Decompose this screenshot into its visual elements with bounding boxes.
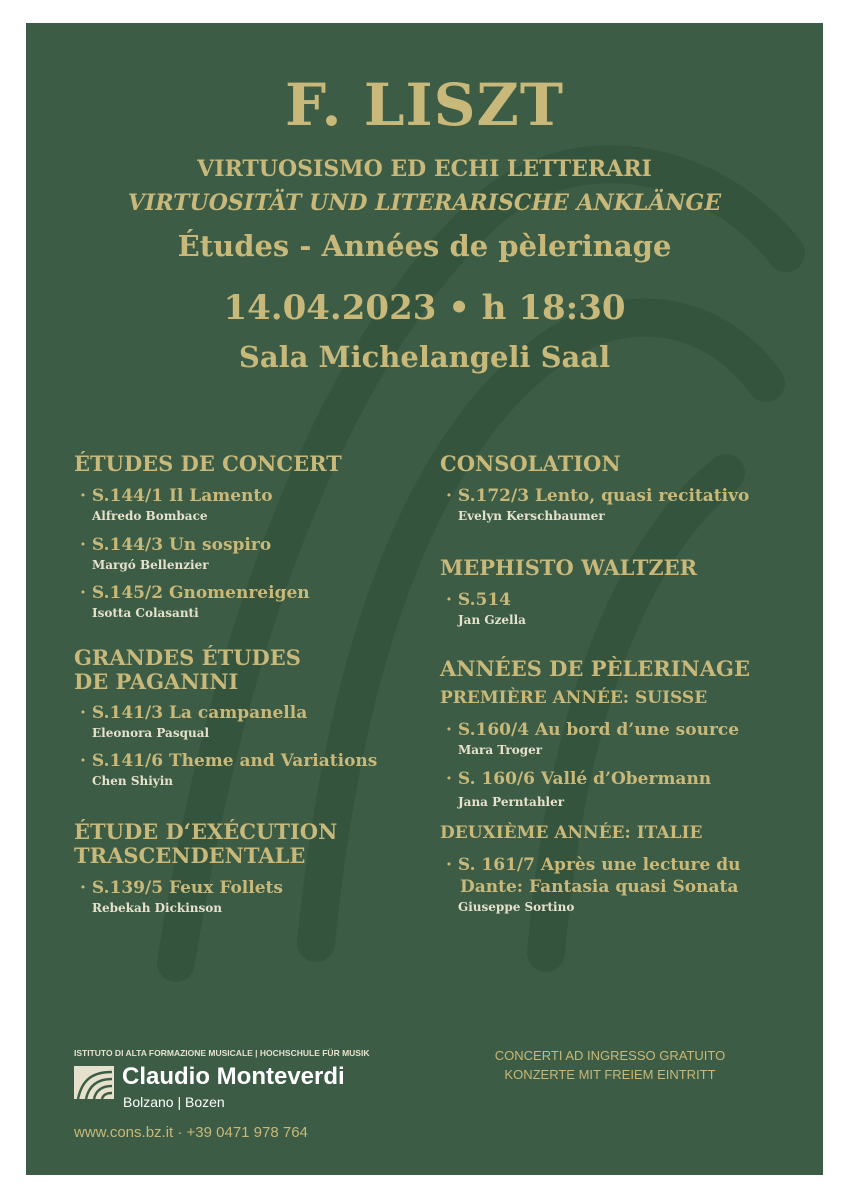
institute-tagline: ISTITUTO DI ALTA FORMAZIONE MUSICALE | HOCHSCHULE FÜR MUSIK	[74, 1048, 370, 1058]
piece-title: S.141/6 Theme and Variations	[91, 751, 378, 771]
contact-info: www.cons.bz.it · +39 0471 978 764	[74, 1124, 308, 1141]
performer-name: Evelyn Kerschbaumer	[458, 509, 605, 523]
section-heading-transcendental: ÉTUDE D‘EXÉCUTION TRASCENDENTALE	[74, 819, 338, 868]
piece-title: S.144/3 Un sospiro	[91, 535, 272, 555]
piece-title-continued: Dante: Fantasia quasi Sonata	[460, 877, 739, 897]
section-heading-etudes-concert: ÉTUDES DE CONCERT	[74, 451, 342, 476]
institute-name: Claudio Monteverdi	[122, 1063, 345, 1090]
program-item: · S.145/2 Gnomenreigen	[80, 583, 310, 603]
monteverdi-arches-logo-icon	[74, 1066, 114, 1099]
program-item: · S.160/4 Au bord d’une source	[446, 720, 740, 740]
performer-name: Jana Perntahler	[458, 795, 565, 809]
piece-title: S.172/3 Lento, quasi recitativo	[457, 486, 750, 506]
section-heading-paganini: GRANDES ÉTUDES DE PAGANINI	[74, 645, 301, 694]
subtitle-italian: VIRTUOSISMO ED ECHI LETTERARI	[197, 156, 652, 182]
piece-title: S. 160/6 Vallé d’Obermann	[457, 769, 712, 789]
program-item: · S. 161/7 Après une lecture du	[446, 855, 741, 875]
subsection-heading-suisse: PREMIÈRE ANNÉE: SUISSE	[440, 688, 708, 708]
free-entry-italian: CONCERTI AD INGRESSO GRATUITO	[494, 1048, 726, 1063]
event-venue: Sala Michelangeli Saal	[238, 340, 611, 374]
piece-title: S.514	[457, 590, 511, 610]
page-title: F. LISZT	[284, 71, 565, 139]
performer-name: Isotta Colasanti	[92, 606, 199, 620]
program-item: · S.144/3 Un sospiro	[80, 535, 272, 555]
program-item: · S.144/1 Il Lamento	[80, 486, 273, 506]
section-heading-annees: ANNÉES DE PÈLERINAGE	[440, 656, 750, 681]
piece-title: S.160/4 Au bord d’une source	[457, 720, 740, 740]
performer-name: Jan Gzella	[458, 613, 526, 627]
program-item: · S.172/3 Lento, quasi recitativo	[446, 486, 750, 506]
performer-name: Alfredo Bombace	[92, 509, 208, 523]
performer-name: Mara Troger	[458, 743, 543, 757]
performer-name: Eleonora Pasqual	[92, 726, 210, 740]
subtitle-german: VIRTUOSITÄT UND LITERARISCHE ANKLÄNGE	[127, 190, 722, 216]
performer-name: Giuseppe Sortino	[458, 900, 575, 914]
piece-title: S.144/1 Il Lamento	[91, 486, 273, 506]
program-item: · S.139/5 Feux Follets	[80, 878, 283, 898]
performer-name: Chen Shiyin	[92, 774, 174, 788]
performer-name: Margó Bellenzier	[92, 558, 209, 572]
program-item: · S.514	[446, 590, 511, 610]
program-item: · S. 160/6 Vallé d’Obermann	[446, 769, 712, 789]
event-date-time: 14.04.2023 • h 18:30	[223, 288, 626, 328]
piece-title: S.145/2 Gnomenreigen	[91, 583, 310, 603]
free-entry-german: KONZERTE MIT FREIEM EINTRITT	[504, 1067, 716, 1082]
piece-title: S.139/5 Feux Follets	[91, 878, 283, 898]
subsection-heading-italie: DEUXIÈME ANNÉE: ITALIE	[440, 823, 703, 843]
piece-title: S.141/3 La campanella	[91, 703, 308, 723]
section-heading-consolation: CONSOLATION	[440, 451, 621, 476]
performer-name: Rebekah Dickinson	[92, 901, 222, 915]
piece-title: S. 161/7 Après une lecture du	[457, 855, 741, 875]
institute-city: Bolzano | Bozen	[123, 1094, 225, 1110]
program-item: · S.141/6 Theme and Variations	[80, 751, 378, 771]
poster	[26, 23, 823, 1175]
subtitle-french: Études - Années de pèlerinage	[177, 229, 672, 263]
program-item: · S.141/3 La campanella	[80, 703, 308, 723]
section-heading-mephisto: MEPHISTO WALTZER	[440, 555, 698, 580]
